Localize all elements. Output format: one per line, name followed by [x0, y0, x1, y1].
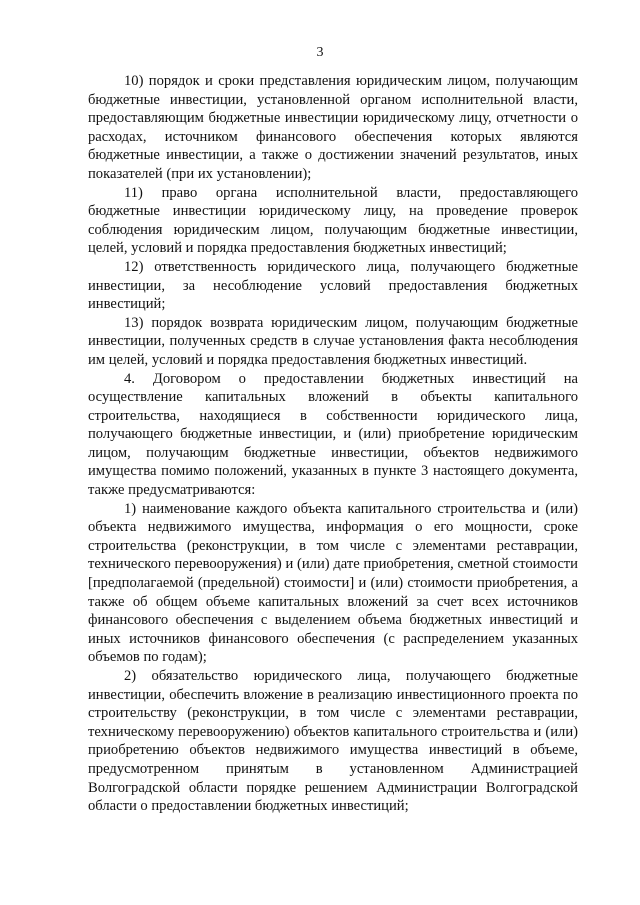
paragraph-section-4-item-1: 1) наименование каждого объекта капитального строительства и (или) объекта недвижимого имущества, информация о его мощности, сроке строительства (реконструкции, в том числе с элементами реставрации, технического перевооружения) и (или) дате приобретения, сметной стоимости [предполагаемой (предельной) стоимости] и (или) стоимости приобретения, а также об общем объеме капитальных вложений за счет всех источников финансового обеспечения с выделением объема бюджетных инвестиций и иных источников финансового обеспечения (с распределением указанных объемов по годам); — [88, 500, 578, 666]
paragraph-item-10: 10) порядок и сроки представления юридическим лицом, получающим бюджетные инвестиции, установленной органом исполнительной власти, предоставляющим бюджетные инвестиции юридическому лицу, отчетности о расходах, источником финансового обеспечения которых являются бюджетные инвестиции, а также о достижении значений результатов, иных показателей (при их установлении); — [88, 73, 578, 182]
paragraph-section-4: 4. Договором о предоставлении бюджетных инвестиций на осуществление капитальных вложений в объекты капитального строительства, находящиеся в собственности юридического лица, получающего бюджетные инвестиции, и (или) приобретение юридическим лицом, получающим бюджетные инвестиции, объектов недвижимого имущества помимо положений, указанных в пункте 3 настоящего документа, также предусматриваются: — [88, 370, 578, 499]
paragraph-section-4-item-2: 2) обязательство юридического лица, получающего бюджетные инвестиции, обеспечить вложение в реализацию инвестиционного проекта по строительству (реконструкции, в том числе с элементами реставрации, техническому перевооружению) объектов капитального строительства и (или) приобретению объектов недвижимого имущества инвестиций в объеме, предусмотренном принятым в установленном Администрацией Волгоградской области порядке решением Администрации Волгоградской области о предоставлении бюджетных инвестиций; — [88, 668, 578, 815]
paragraph-item-11: 11) право органа исполнительной власти, предоставляющего бюджетные инвестиции юридическому лицу, на проведение проверок соблюдения юридическим лицом, получающим бюджетные инвестиции, целей, условий и порядка предоставления бюджетных инвестиций; — [88, 184, 578, 257]
page-number: 3 — [316, 45, 324, 60]
paragraph-item-13: 13) порядок возврата юридическим лицом, получающим бюджетные инвестиции, полученных средств в случае установления факта несоблюдения им целей, условий и порядка предоставления бюджетных инвестиций. — [88, 314, 578, 368]
document-body — [88, 72, 578, 816]
paragraph-item-12: 12) ответственность юридического лица, получающего бюджетные инвестиции, за несоблюдение условий предоставления бюджетных инвестиций; — [88, 258, 578, 313]
